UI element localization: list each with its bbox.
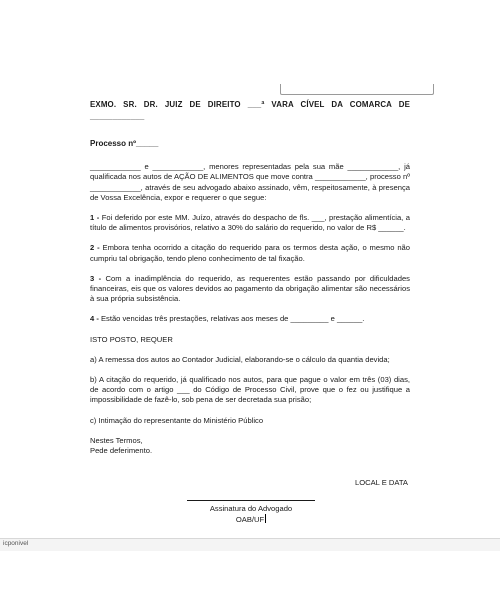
page-top-tab	[280, 84, 434, 95]
closing-nestes-termos: Nestes Termos,	[90, 435, 143, 445]
item-4-text: Estão vencidas três prestações, relativas aos meses de _________ e ______.	[98, 314, 365, 324]
item-1-number: 1 -	[90, 213, 100, 223]
intro-paragraph: ____________ e ____________, menores representadas pela sua mãe ____________, já qualificada nos autos de AÇÃO DE ALIMENTOS que move contra ____________, processo nº ____________, através de seu advogado abaixo assinado, vêm, respeitosamente, à presença de Vossa Excelência, expor e requerer o que segue:	[90, 162, 410, 202]
signature-block	[186, 500, 316, 525]
status-bar-text: icponivel	[3, 540, 29, 547]
request-b: b) A citação do requerido, já qualificado nos autos, para que pague o valor em três (03) dias, de acordo com o artigo ___ do Código de Processo Civil, prove que o fez ou justifique a impossibilidade de fazê-lo, sob pena de ser decretada sua prisão;	[90, 375, 410, 405]
request-c: c) Intimação do representante do Ministério Público	[90, 415, 264, 425]
item-1	[90, 213, 410, 233]
processo-number: Processo nº_____	[90, 139, 159, 148]
oab-line	[186, 514, 316, 525]
document-body[interactable]	[90, 99, 410, 456]
item-3	[90, 274, 410, 305]
text-cursor	[265, 514, 266, 523]
local-e-data: LOCAL E DATA	[354, 478, 408, 487]
request-a: a) A remessa dos autos ao Contador Judicial, elaborando-se o cálculo da quantia devida;	[90, 354, 390, 364]
item-2-number: 2 -	[90, 243, 100, 253]
document-header: EXMO. SR. DR. JUIZ DE DIREITO ___ª VARA CÍVEL DA COMARCA DE ____________	[90, 100, 410, 121]
signature-label: Assinatura do Advogado	[209, 504, 293, 513]
item-4-number: 4 -	[90, 314, 99, 324]
signature-line	[187, 500, 315, 501]
item-2	[90, 243, 410, 263]
isto-posto: ISTO POSTO, REQUER	[90, 334, 173, 344]
item-4	[90, 314, 410, 324]
status-bar	[0, 538, 500, 551]
closing-pede-deferimento: Pede deferimento.	[90, 446, 153, 456]
item-3-number: 3 -	[90, 273, 102, 283]
item-2-text: Embora tenha ocorrido a citação do requerido para os termos desta ação, o mesmo não cumpriu tal obrigação, tendo pleno conhecimento de tal fixação.	[90, 243, 410, 263]
oab-label: OAB/UF	[235, 515, 265, 524]
item-1-text: Foi deferido por este MM. Juízo, através do despacho de fls. ___, prestação alimentícia, a título de alimentos provisórios, relativo a 30% do salário do requerido, no valor de R$ ______.	[90, 213, 410, 233]
item-3-text: Com a inadimplência do requerido, as requerentes estão passando por dificuldades financeiras, eis que os valores devidos ao pagamento da obrigação alimentar são necessários à sua própria subsistência.	[90, 273, 410, 304]
